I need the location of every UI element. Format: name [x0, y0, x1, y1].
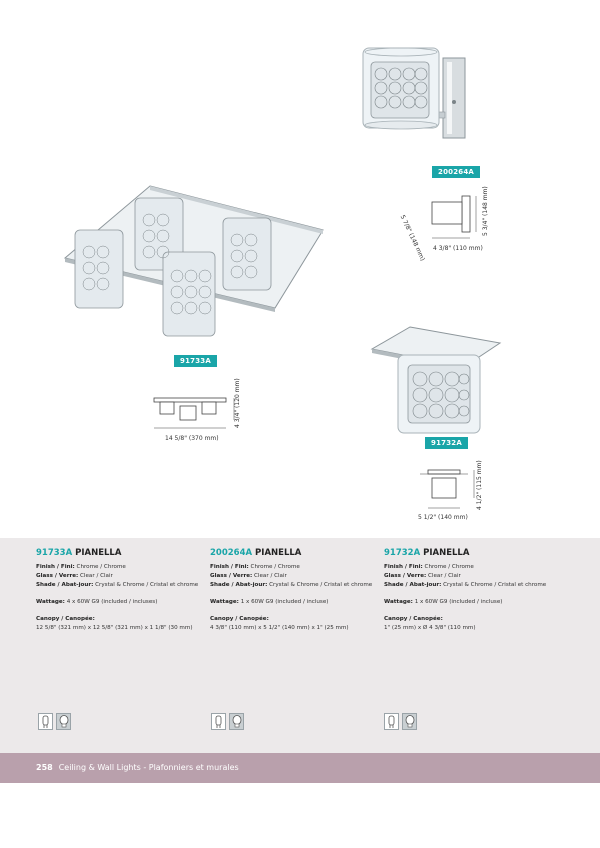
product-badge-square: 91733A [174, 355, 217, 367]
bulb-shape-icon [229, 713, 244, 730]
wall-sconce-diagram [420, 194, 480, 244]
spec-column-91733A [36, 548, 211, 633]
canopy-label: Canopy / Canopée: [36, 616, 95, 622]
glass-value: Clear / Clair [80, 573, 113, 579]
wattage-label: Wattage: [384, 599, 413, 605]
spec-title [384, 548, 559, 558]
finish-label: Finish / Fini: [36, 564, 75, 570]
spec-title [210, 548, 385, 558]
shade-value: Crystal & Chrome / Cristal et chrome [95, 582, 199, 588]
square-height-label: 4 3/4" (120 mm) [234, 378, 241, 428]
shade-line [384, 581, 559, 590]
glass-line [210, 572, 385, 581]
spec-column-200264A [210, 548, 385, 633]
g9-bulb-icon [211, 713, 226, 730]
shade-value: Crystal & Chrome / Cristal et chrome [443, 582, 547, 588]
square-width-label: 14 5/8" (370 mm) [165, 435, 219, 442]
single-ceiling-image [368, 325, 503, 440]
square-ceiling-diagram [150, 390, 240, 435]
bulb-shape-icon [402, 713, 417, 730]
finish-value: Chrome / Chrome [424, 564, 474, 570]
finish-label: Finish / Fini: [384, 564, 423, 570]
wattage-line [210, 598, 385, 607]
wall-width-label: 4 3/8" (110 mm) [433, 245, 483, 252]
finish-value: Chrome / Chrome [76, 564, 126, 570]
spec-column-91732A [384, 548, 559, 633]
product-code: 91732A [384, 548, 421, 558]
shade-label: Shade / Abat-jour: [210, 582, 268, 588]
canopy-value: 1" (25 mm) x Ø 4 3/8" (110 mm) [384, 625, 476, 631]
shade-line [36, 581, 211, 590]
canopy-label: Canopy / Canopée: [210, 616, 269, 622]
single-ceiling-diagram [414, 464, 484, 514]
finish-value: Chrome / Chrome [250, 564, 300, 570]
glass-label: Glass / Verre: [210, 573, 253, 579]
wattage-label: Wattage: [210, 599, 239, 605]
page-number: 258 [36, 763, 53, 772]
product-name: PIANELLA [75, 548, 122, 558]
footer-text [36, 763, 239, 772]
glass-label: Glass / Verre: [36, 573, 79, 579]
product-badge-single: 91732A [425, 437, 468, 449]
product-name: PIANELLA [423, 548, 470, 558]
shade-value: Crystal & Chrome / Cristal et chrome [269, 582, 373, 588]
finish-line [36, 563, 211, 572]
glass-value: Clear / Clair [428, 573, 461, 579]
product-name: PIANELLA [255, 548, 302, 558]
canopy-value: 12 5/8" (321 mm) x 12 5/8" (321 mm) x 1 1/8" (30 mm) [36, 625, 193, 631]
bulb-shape-icon [56, 713, 71, 730]
product-code: 200264A [210, 548, 253, 558]
shade-line [210, 581, 385, 590]
single-height-label: 4 1/2" (115 mm) [476, 460, 483, 510]
canopy-value: 4 3/8" (110 mm) x 5 1/2" (140 mm) x 1" (25 mm) [210, 625, 349, 631]
square-ceiling-image [55, 180, 335, 345]
single-width-label: 5 1/2" (140 mm) [418, 514, 468, 521]
canopy-label: Canopy / Canopée: [384, 616, 443, 622]
wattage-value: 4 x 60W G9 (included / incluses) [66, 599, 158, 605]
shade-label: Shade / Abat-jour: [36, 582, 94, 588]
product-badge-wall: 200264A [432, 166, 480, 178]
wattage-value: 1 x 60W G9 (included / incluse) [240, 599, 329, 605]
glass-line [384, 572, 559, 581]
wattage-label: Wattage: [36, 599, 65, 605]
g9-bulb-icon [384, 713, 399, 730]
wattage-line [36, 598, 211, 607]
section-title: Ceiling & Wall Lights - Plafonniers et murales [58, 763, 239, 772]
shade-label: Shade / Abat-jour: [384, 582, 442, 588]
g9-bulb-icon [38, 713, 53, 730]
wattage-value: 1 x 60W G9 (included / incluse) [414, 599, 503, 605]
wattage-line [384, 598, 559, 607]
spec-title [36, 548, 211, 558]
glass-value: Clear / Clair [254, 573, 287, 579]
finish-line [384, 563, 559, 572]
finish-label: Finish / Fini: [210, 564, 249, 570]
finish-line [210, 563, 385, 572]
wall-depth-label: 5 7/8" (148 mm) [398, 214, 427, 263]
glass-label: Glass / Verre: [384, 573, 427, 579]
wall-sconce-image [355, 40, 480, 155]
glass-line [36, 572, 211, 581]
product-code: 91733A [36, 548, 73, 558]
wall-height-label: 5 3/4" (148 mm) [482, 186, 489, 236]
